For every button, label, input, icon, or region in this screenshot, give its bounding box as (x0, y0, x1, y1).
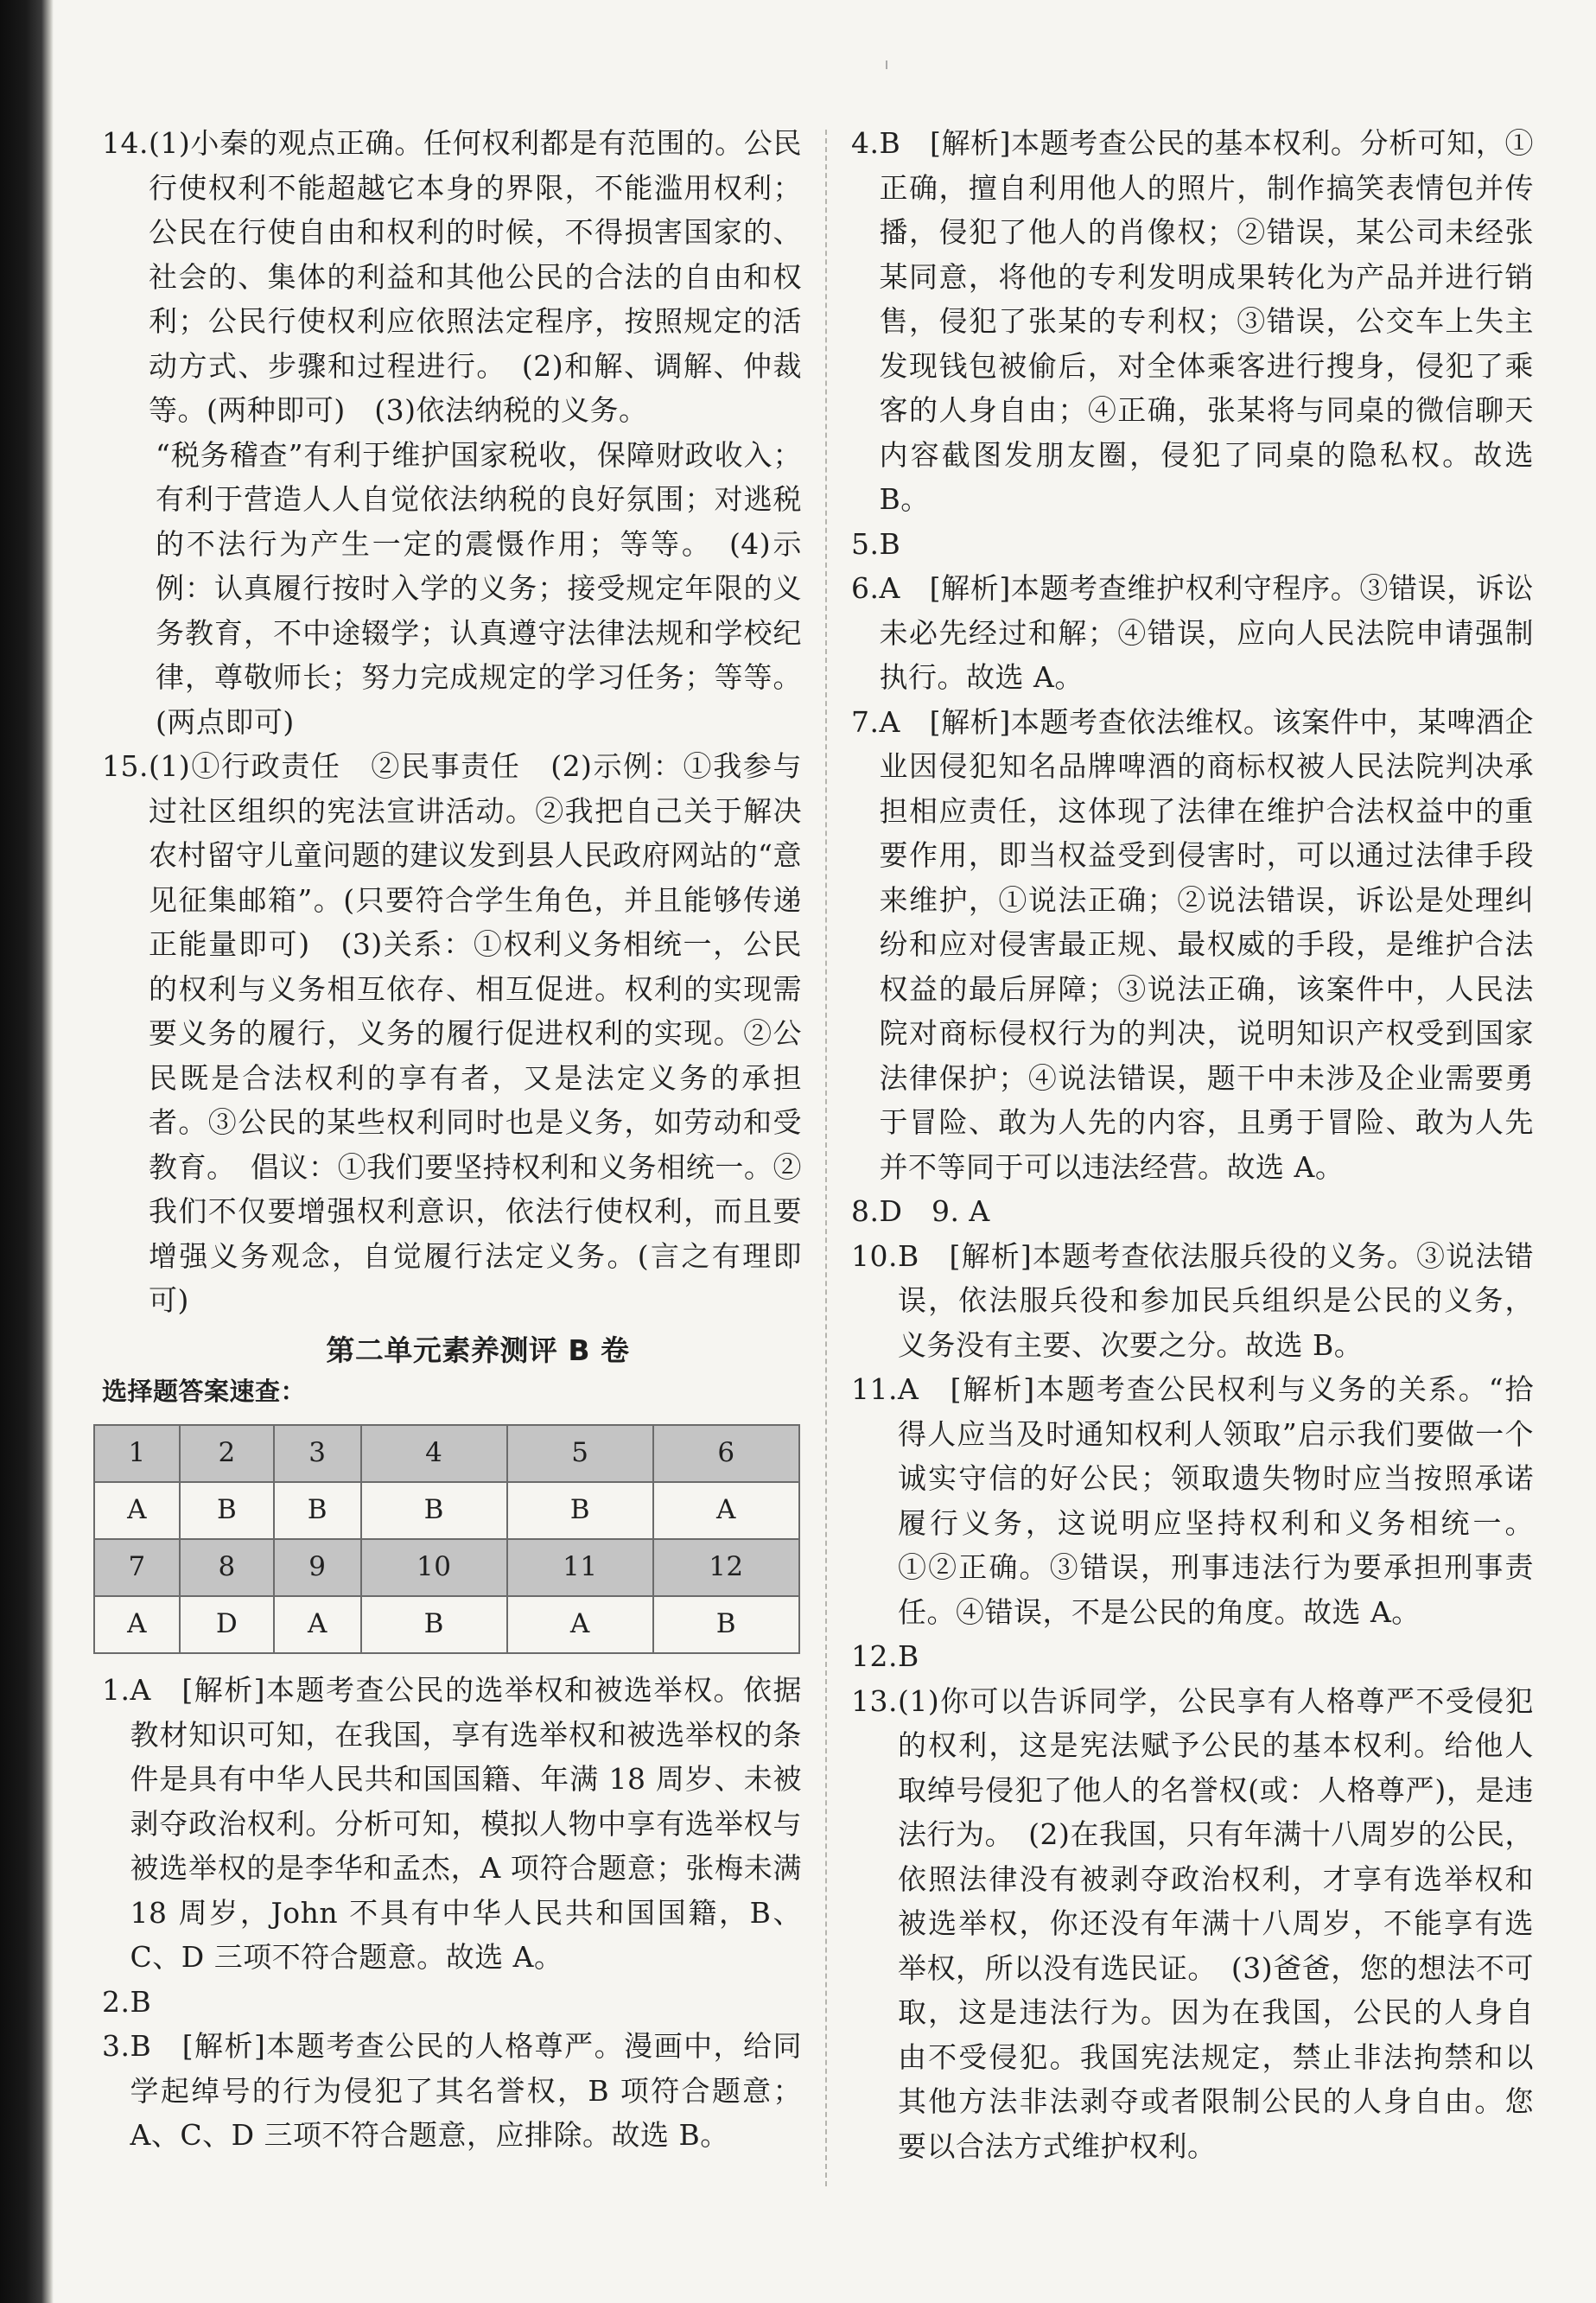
answer-text: A [解析]本题考查维护权利守程序。③错误，诉讼未必先经过和解；④错误，应向人民法院申请强制执行。故选 A。 (879, 571, 1534, 694)
table-cell: 9 (274, 1539, 361, 1596)
answer-11 (851, 1367, 1534, 1634)
answer-14 (102, 121, 802, 433)
table-cell: 2 (180, 1425, 274, 1482)
answer-6 (851, 566, 1534, 700)
table-row (94, 1596, 799, 1653)
table-cell: B (274, 1482, 361, 1539)
right-column (851, 121, 1534, 2168)
table-cell: A (94, 1596, 180, 1653)
book-spine-shadow (0, 0, 54, 2303)
question-number: 13. (851, 1683, 898, 1718)
question-number: 5. (851, 526, 880, 561)
table-cell: A (94, 1482, 180, 1539)
question-number: 7. (851, 704, 880, 739)
answer-text: (1)你可以告诉同学，公民享有人格尊严不受侵犯的权利，这是宪法赋予公民的基本权利。给他人取绰号侵犯了他人的名誉权(或：人格尊严)，是违法行为。 (2)在我国，只有年满十八周岁的公民，依照法律没有被剥夺政治权利，才享有选举权和被选举权，你还没有年满十八周岁，不能享有选举权，所以没有选民证。 (3)爸爸，您的想法不可取，这是违法行为。因为在我国，公民的人身自由不受侵犯。我国宪法规定，禁止非法拘禁和以其他方法非法剥夺或者限制公民的人身自由。您要以合法方式维护权利。 (897, 1683, 1534, 2163)
table-cell: 11 (507, 1539, 653, 1596)
answer-text: B (879, 526, 901, 561)
table-cell: B (361, 1482, 507, 1539)
answer-10 (851, 1234, 1534, 1368)
question-number: 3. (102, 2029, 130, 2063)
answer-text: D 9. A (879, 1194, 990, 1228)
question-number: 10. (851, 1238, 898, 1273)
table-cell: B (180, 1482, 274, 1539)
question-number: 8. (851, 1194, 880, 1228)
answer-text: A [解析]本题考查公民的选举权和被选举权。依据教材知识可知，在我国，享有选举权和被选举权的条件是具有中华人民共和国国籍、年满 18 周岁、未被剥夺政治权利。分析可知，模拟人物中享有选举权与被选举权的是李华和孟杰，A 项符合题意；张梅未满 18 周岁，John 不具有中华人民共和国国籍，B、C、D 三项不符合题意。故选 A。 (130, 1673, 802, 1974)
answer-text: B (130, 1984, 152, 2019)
answer-text: B [解析]本题考查依法服兵役的义务。③说法错误，依法服兵役和参加民兵组织是公民的义务，义务没有主要、次要之分。故选 B。 (897, 1238, 1534, 1362)
quick-answer-label: 选择题答案速查： (102, 1377, 307, 1406)
answer-4 (851, 121, 1534, 522)
question-number: 2. (102, 1984, 130, 2019)
table-cell: D (180, 1596, 274, 1653)
answer-14-continued: “税务稽查”有利于维护国家税收，保障财政收入；有利于营造人人自觉依法纳税的良好氛围；对逃税的不法行为产生一定的震慑作用；等等。 (4)示例：认真履行按时入学的义务；接受规定年限的义务教育，不中途辍学；认真遵守法律法规和学校纪律，尊敬师长；努力完成规定的学习任务；等等。(两点即可) (156, 437, 802, 739)
answer-text: (1)小秦的观点正确。任何权利都是有范围的。公民行使权利不能超越它本身的界限，不能滥用权利；公民在行使自由和权利的时候，不得损害国家的、社会的、集体的利益和其他公民的合法的自由和权利；公民行使权利应依照法定程序，按照规定的活动方式、步骤和过程进行。 (2)和解、调解、仲裁等。(两种即可) (3)依法纳税的义务。 (148, 126, 802, 427)
question-number: 14. (102, 126, 149, 160)
table-cell: 6 (653, 1425, 799, 1482)
table-cell: 5 (507, 1425, 653, 1482)
table-cell: 8 (180, 1539, 274, 1596)
question-number: 6. (851, 571, 880, 605)
question-number: 1. (102, 1673, 130, 1707)
answer-text: B (897, 1639, 919, 1673)
table-cell: B (507, 1482, 653, 1539)
table-cell: B (361, 1596, 507, 1653)
column-divider (825, 130, 827, 2186)
table-cell: 1 (94, 1425, 180, 1482)
table-cell: 3 (274, 1425, 361, 1482)
answer-5 (851, 522, 1534, 567)
answer-text: B [解析]本题考查公民的基本权利。分析可知，①正确，擅自利用他人的照片，制作搞笑表情包并传播，侵犯了他人的肖像权；②错误，某公司未经张某同意，将他的专利发明成果转化为产品并进行销售，侵犯了张某的专利权；③错误，公交车上失主发现钱包被偷后，对全体乘客进行搜身，侵犯了乘客的人身自由；④正确，张某将与同桌的微信聊天内容截图发朋友圈，侵犯了同桌的隐私权。故选 B。 (879, 126, 1534, 516)
question-number: 12. (851, 1639, 898, 1673)
answer-text: A [解析]本题考查依法维权。该案件中，某啤酒企业因侵犯知名品牌啤酒的商标权被人民法院判决承担相应责任，这体现了法律在维护合法权益中的重要作用，即当权益受到侵害时，可以通过法律手段来维护，①说法正确；②说法错误，诉讼是处理纠纷和应对侵害最正规、最权威的手段，是维护合法权益的最后屏障；③说法正确，该案件中，人民法院对商标侵权行为的判决，说明知识产权受到国家法律保护；④说法错误，题干中未涉及企业需要勇于冒险、敢为人先的内容，且勇于冒险、敢为人先并不等同于可以违法经营。故选 A。 (879, 704, 1534, 1184)
table-cell: 12 (653, 1539, 799, 1596)
answer-15 (102, 744, 802, 1323)
table-cell: A (274, 1596, 361, 1653)
answer-text: (1)①行政责任 ②民事责任 (2)示例：①我参与过社区组织的宪法宣讲活动。②我把自己关于解决农村留守儿童问题的建议发到县人民政府网站的“意见征集邮箱”。(只要符合学生角色，并且能够传递正能量即可) (3)关系：①权利义务相统一，公民的权利与义务相互依存、相互促进。权利的实现需要义务的履行，义务的履行促进权利的实现。②公民既是合法权利的享有者，又是法定义务的承担者。③公民的某些权利同时也是义务，如劳动和受教育。 倡议：①我们要坚持权利和义务相统一。②我们不仅要增强权利意识，依法行使权利，而且要增强义务观念，自觉履行法定义务。(言之有理即可) (148, 749, 802, 1317)
answer-text: A [解析]本题考查公民权利与义务的关系。“拾得人应当及时通知权利人领取”启示我们要做一个诚实守信的好公民；领取遗失物时应当按照承诺履行义务，这说明应坚持权利和义务相统一。①②正确。③错误，刑事违法行为要承担刑事责任。④错误，不是公民的角度。故选 A。 (897, 1372, 1534, 1629)
answer-2 (102, 1980, 802, 2025)
question-number: 15. (102, 749, 149, 783)
left-column (102, 121, 802, 2158)
table-cell: B (653, 1596, 799, 1653)
answer-3 (102, 2024, 802, 2158)
answer-8-9 (851, 1189, 1534, 1234)
question-number: 4. (851, 126, 880, 160)
answer-table (93, 1424, 800, 1654)
answer-text: B [解析]本题考查公民的人格尊严。漫画中，给同学起绰号的行为侵犯了其名誉权，B 项符合题意；A、C、D 三项不符合题意，应排除。故选 B。 (130, 2029, 802, 2152)
page-mark (886, 60, 887, 69)
answer-7 (851, 700, 1534, 1190)
table-row (94, 1425, 799, 1482)
table-row (94, 1539, 799, 1596)
section-title: 第二单元素养测评 B 卷 (326, 1333, 630, 1367)
answer-1 (102, 1668, 802, 1980)
table-cell: A (507, 1596, 653, 1653)
table-cell: A (653, 1482, 799, 1539)
table-cell: 7 (94, 1539, 180, 1596)
answer-13 (851, 1679, 1534, 2169)
table-cell: 4 (361, 1425, 507, 1482)
table-row (94, 1482, 799, 1539)
question-number: 11. (851, 1372, 898, 1406)
table-cell: 10 (361, 1539, 507, 1596)
answer-12 (851, 1634, 1534, 1679)
